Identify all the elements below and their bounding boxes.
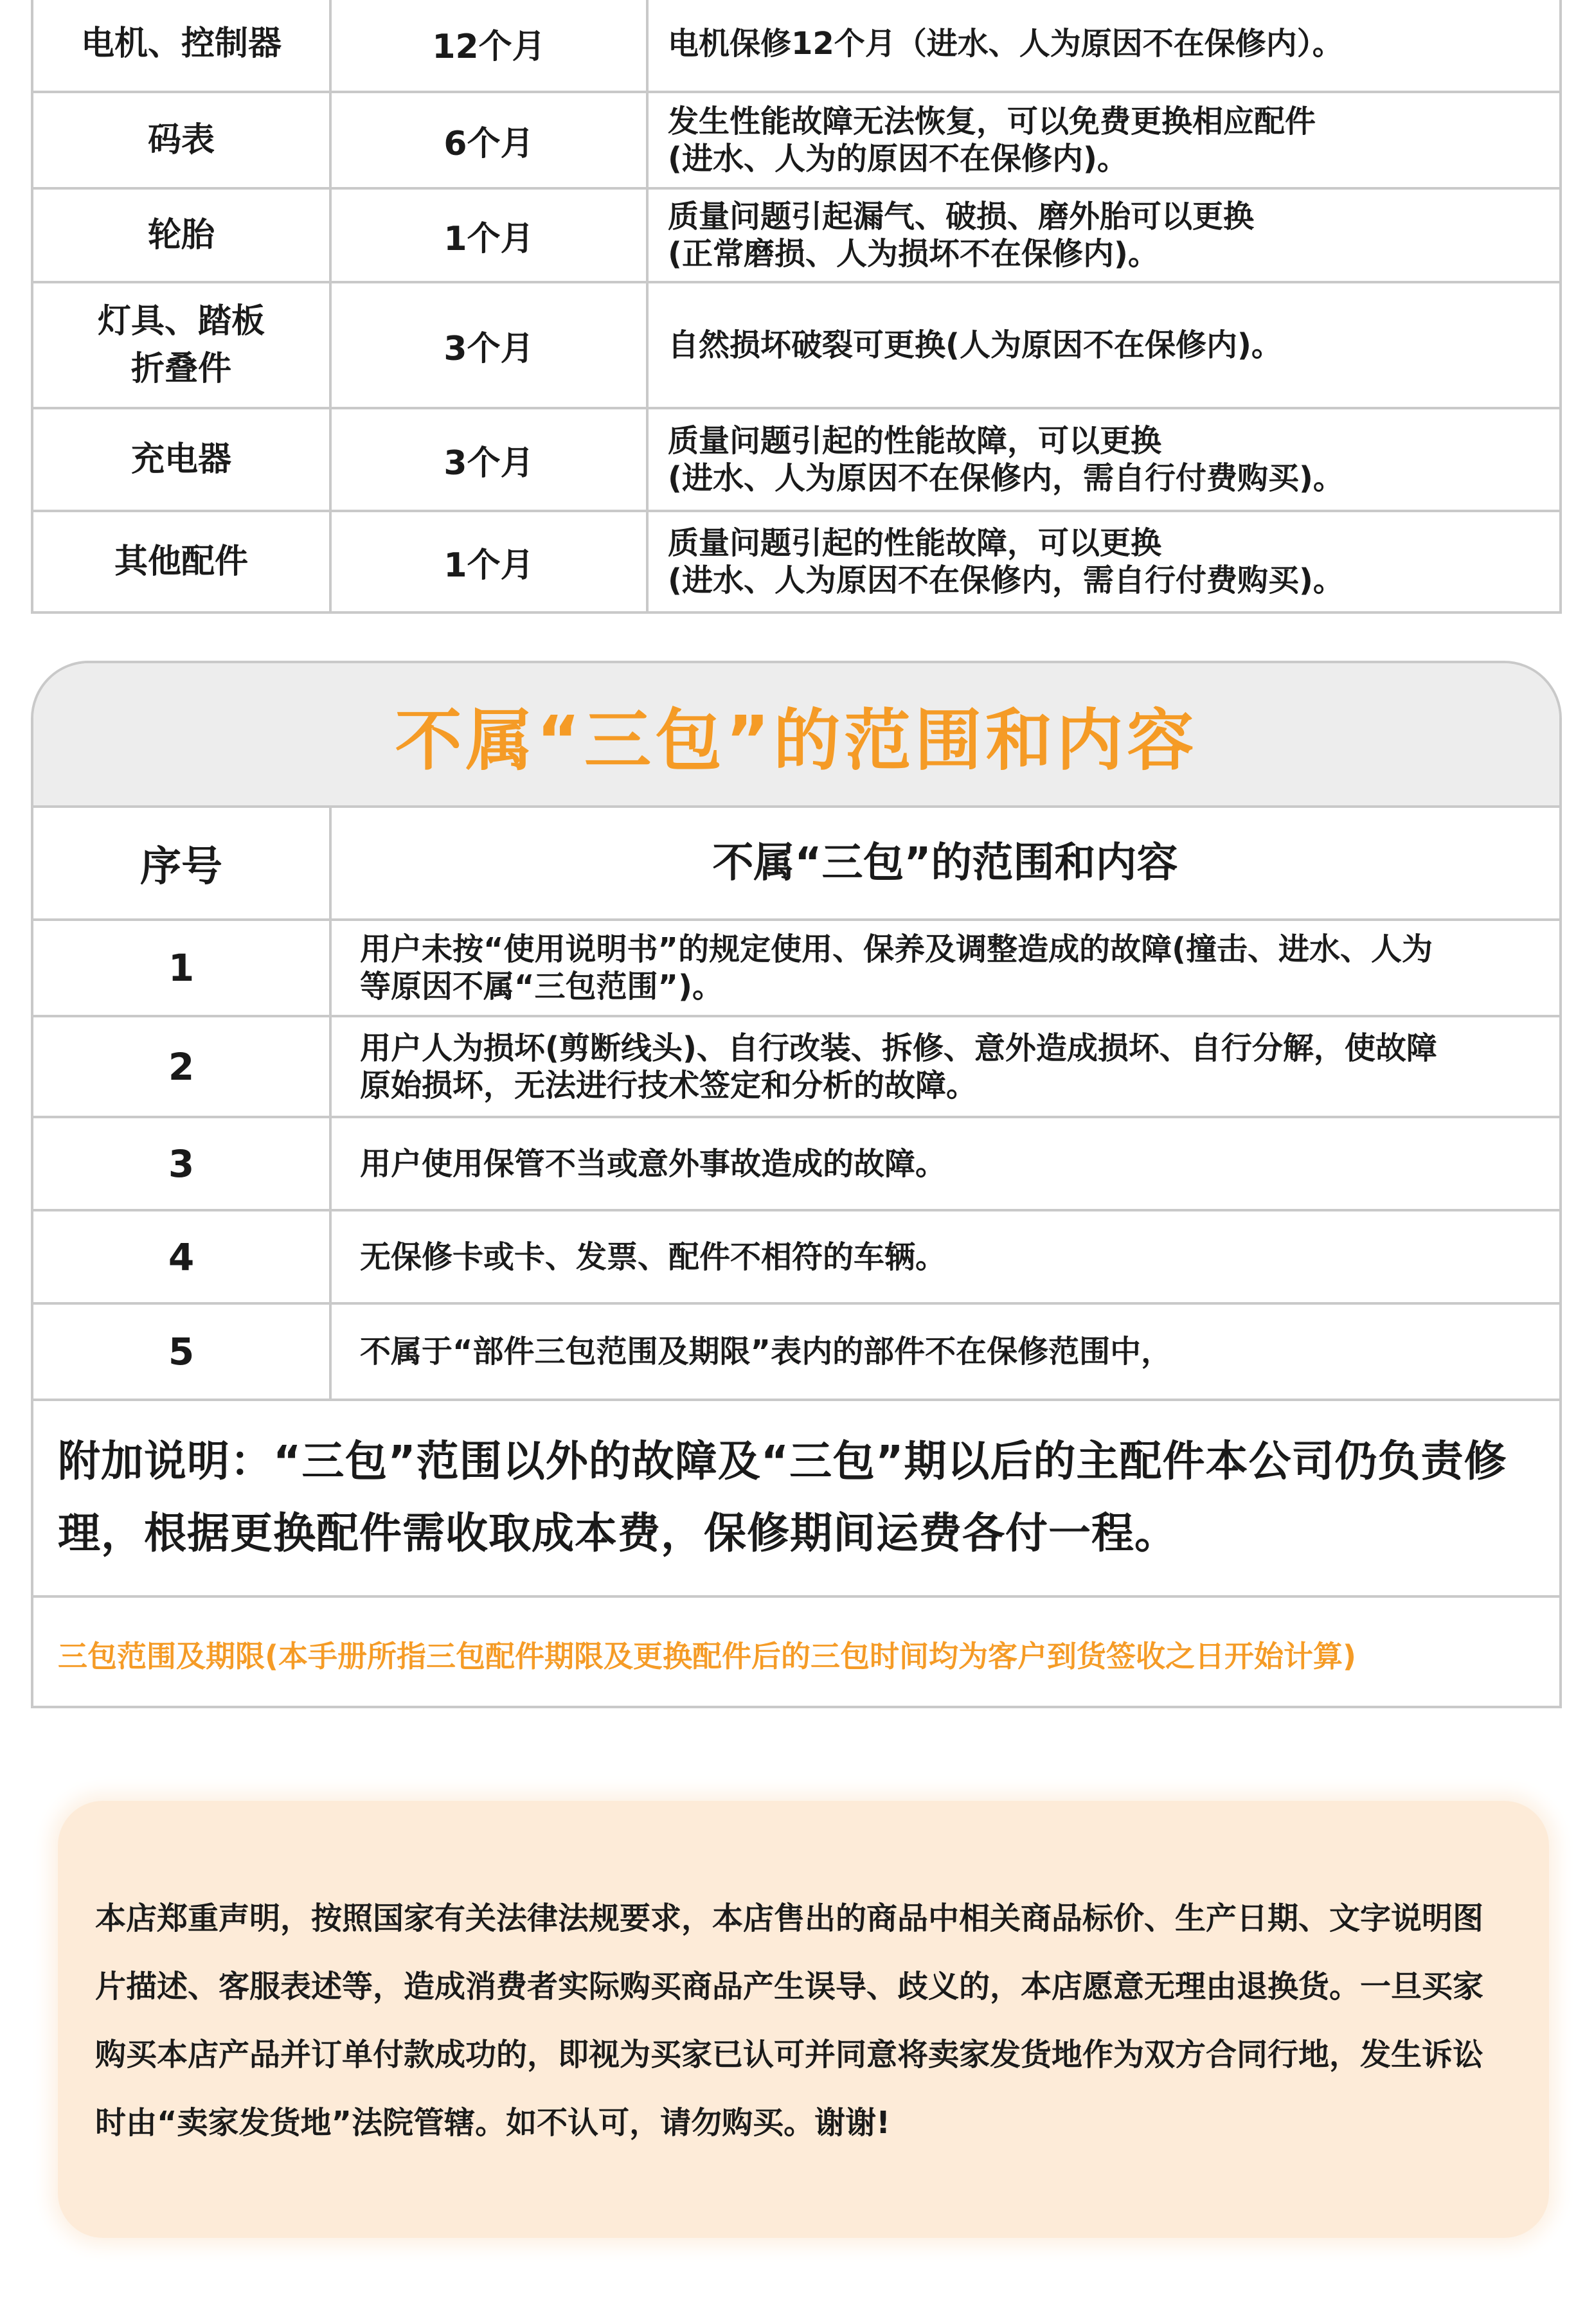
table-row bbox=[32, 92, 1561, 188]
row-number: 3 bbox=[32, 1117, 330, 1210]
disclaimer-text: 本店郑重声明，按照国家有关法律法规要求，本店售出的商品中相关商品标价、生产日期、文字说明图片描述、客服表述等，造成消费者实际购买商品产生误导、歧义的，本店愿意无理由退换货。一旦买家购买本店产品并订单付款成功的，即视为买家已认可并同意将卖家发货地作为双方合同行地，发生诉讼时由“卖家发货地”法院管辖。如不认可，请勿购买。谢谢! bbox=[95, 1900, 1484, 2141]
warranty-description: 质量问题引起的性能故障，可以更换 (进水、人为原因不在保修内，需自行付费购买)。 bbox=[647, 511, 1561, 612]
table-row bbox=[32, 282, 1561, 408]
row-number: 4 bbox=[32, 1210, 330, 1303]
warranty-description: 质量问题引起的性能故障，可以更换 (进水、人为原因不在保修内，需自行付费购买)。 bbox=[647, 408, 1561, 511]
warranty-description: 电机保修12个月（进水、人为原因不在保修内）。 bbox=[647, 0, 1561, 92]
store-disclaimer bbox=[58, 1801, 1549, 2238]
part-name: 电机、控制器 bbox=[32, 0, 330, 92]
column-header-content: 不属“三包”的范围和内容 bbox=[330, 808, 1561, 920]
section-header bbox=[33, 663, 1559, 808]
row-number: 2 bbox=[32, 1016, 330, 1117]
exclusion-section bbox=[31, 661, 1562, 1708]
additional-note: 附加说明：“三包”范围以外的故障及“三包”期以后的主配件本公司仍负责修理，根据更换配件需收取成本费，保修期间运费各付一程。 bbox=[33, 1401, 1559, 1598]
table-row bbox=[32, 188, 1561, 282]
row-text: 不属于“部件三包范围及期限”表内的部件不在保修范围中， bbox=[330, 1303, 1561, 1400]
table-row bbox=[32, 1016, 1561, 1117]
warranty-period: 3个月 bbox=[330, 408, 647, 511]
table-row bbox=[32, 408, 1561, 511]
section-title: 不属“三包”的范围和内容 bbox=[395, 701, 1198, 780]
exclusion-table bbox=[31, 808, 1562, 1401]
part-name: 其他配件 bbox=[32, 511, 330, 612]
row-number: 5 bbox=[32, 1303, 330, 1400]
warranty-period-note: 三包范围及期限(本手册所指三包配件期限及更换配件后的三包时间均为客户到货签收之日开始计算) bbox=[58, 1639, 1357, 1674]
table-header-row bbox=[32, 808, 1561, 920]
row-text: 用户未按“使用说明书”的规定使用、保养及调整造成的故障(撞击、进水、人为 等原因不属“三包范围”)。 bbox=[330, 920, 1561, 1016]
warranty-period: 1个月 bbox=[330, 188, 647, 282]
warranty-period: 1个月 bbox=[330, 511, 647, 612]
part-name: 灯具、踏板 折叠件 bbox=[32, 282, 330, 408]
warranty-description: 质量问题引起漏气、破损、磨外胎可以更换 (正常磨损、人为损坏不在保修内)。 bbox=[647, 188, 1561, 282]
row-text: 无保修卡或卡、发票、配件不相符的车辆。 bbox=[330, 1210, 1561, 1303]
part-name: 充电器 bbox=[32, 408, 330, 511]
part-name: 码表 bbox=[32, 92, 330, 188]
warranty-period: 3个月 bbox=[330, 282, 647, 408]
table-row bbox=[32, 511, 1561, 612]
warranty-table bbox=[31, 0, 1562, 614]
table-row bbox=[32, 0, 1561, 92]
warranty-period: 6个月 bbox=[330, 92, 647, 188]
row-text: 用户使用保管不当或意外事故造成的故障。 bbox=[330, 1117, 1561, 1210]
warranty-description: 自然损坏破裂可更换(人为原因不在保修内)。 bbox=[647, 282, 1561, 408]
table-row bbox=[32, 1117, 1561, 1210]
table-row bbox=[32, 1303, 1561, 1400]
part-name: 轮胎 bbox=[32, 188, 330, 282]
warranty-description: 发生性能故障无法恢复，可以免费更换相应配件 (进水、人为的原因不在保修内)。 bbox=[647, 92, 1561, 188]
table-row bbox=[32, 1210, 1561, 1303]
table-row bbox=[32, 920, 1561, 1016]
column-header-number: 序号 bbox=[32, 808, 330, 920]
row-text: 用户人为损坏(剪断线头)、自行改装、拆修、意外造成损坏、自行分解，使故障 原始损坏，无法进行技术签定和分析的故障。 bbox=[330, 1016, 1561, 1117]
row-number: 1 bbox=[32, 920, 330, 1016]
warranty-period: 12个月 bbox=[330, 0, 647, 92]
